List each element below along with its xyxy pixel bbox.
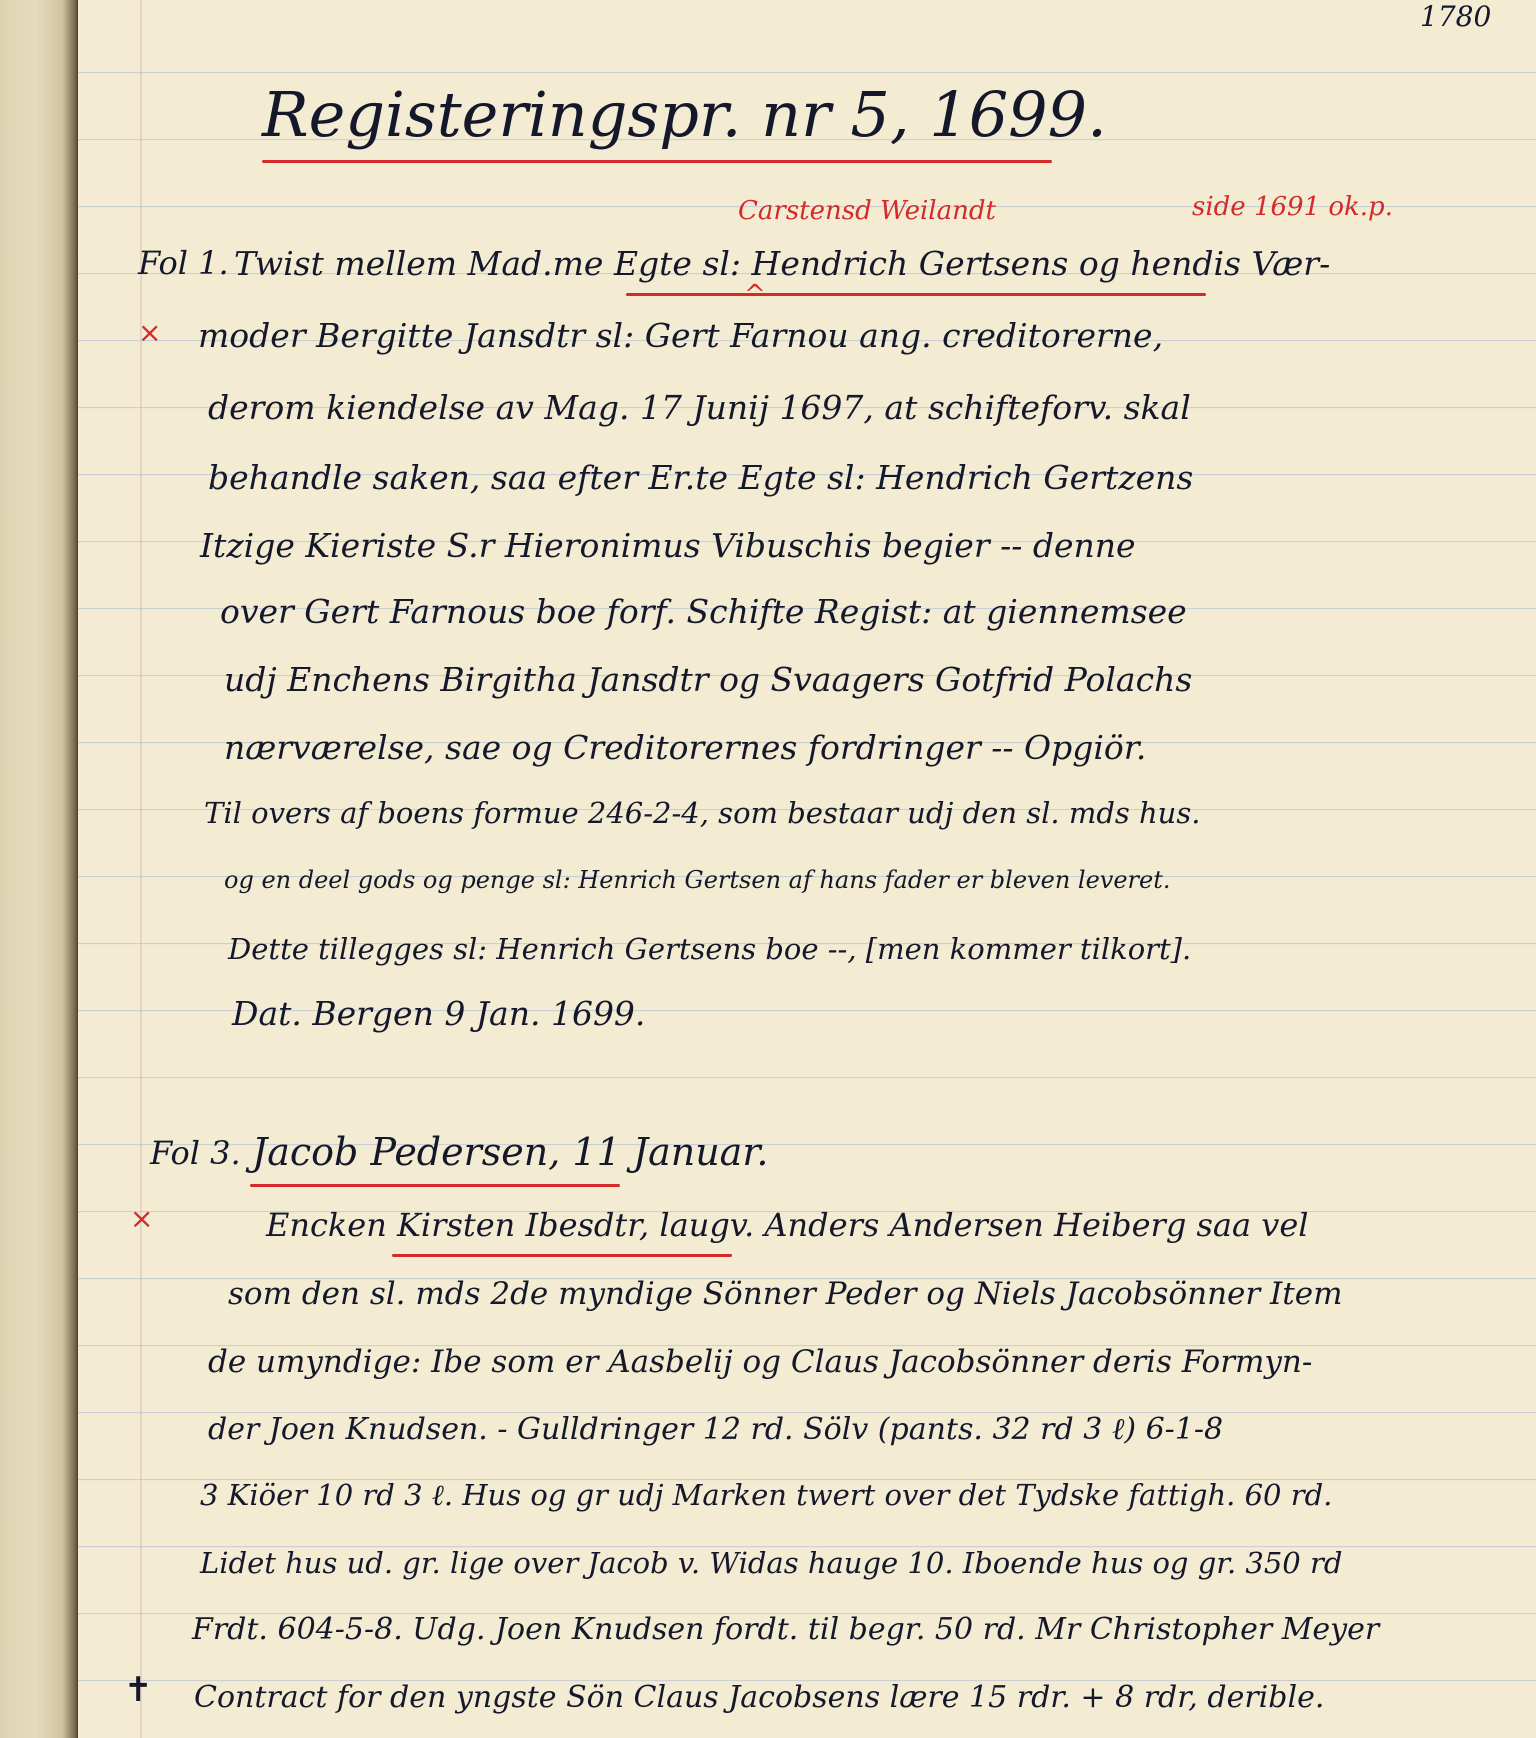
entry-line: 3 Kiöer 10 rd 3 ℓ. Hus og gr udj Marken twert over det Tydske fattigh. 60 rd.	[200, 1478, 1333, 1512]
name-insert-annotation: Carstensd Weilandt	[738, 196, 996, 226]
heading-underline	[250, 1184, 620, 1187]
entry-line: Encken Kirsten Ibesdtr, laugv. Anders Andersen Heiberg saa vel	[266, 1206, 1309, 1244]
entry-line: udj Enchens Birgitha Jansdtr og Svaagers Gotfrid Polachs	[224, 660, 1193, 699]
folio-label: Fol 1.	[138, 244, 229, 282]
entry-line: som den sl. mds 2de myndige Sönner Peder og Niels Jacobsönner Item	[228, 1276, 1343, 1312]
entry-heading: Jacob Pedersen, 11 Januar.	[252, 1130, 769, 1174]
page-number: 1780	[1420, 0, 1492, 33]
entry-line: Itzige Kieriste S.r Hieronimus Vibuschis begier -- denne	[200, 526, 1136, 565]
entry-line: derom kiendelse av Mag. 17 Junij 1697, at schifteforv. skal	[208, 388, 1191, 427]
entry-line: Dat. Bergen 9 Jan. 1699.	[232, 994, 646, 1033]
entry-line: Dette tillegges sl: Henrich Gertsens boe --, [men kommer tilkort].	[228, 932, 1192, 966]
name-underline	[392, 1254, 732, 1257]
entry-line: behandle saken, saa efter Er.te Egte sl: Hendrich Gertzens	[208, 458, 1194, 497]
folio-label: Fol 3.	[150, 1134, 241, 1172]
dagger-mark: ✝	[124, 1670, 153, 1710]
entry-line: Contract for den yngste Sön Claus Jacobsens lære 15 rdr. + 8 rdr, derible.	[194, 1680, 1325, 1715]
cross-mark: ×	[130, 1202, 154, 1235]
page-title: Registeringspr. nr 5, 1699.	[262, 78, 1107, 151]
entry-line: nærværelse, sae og Creditorernes fordringer -- Opgiör.	[224, 728, 1147, 767]
entry-line: Lidet hus ud. gr. lige over Jacob v. Widas hauge 10. Iboende hus og gr. 350 rd	[200, 1546, 1343, 1580]
page-reference-annotation: side 1691 ok.p.	[1192, 192, 1393, 222]
entry-line: der Joen Knudsen. - Gulldringer 12 rd. Sölv (pants. 32 rd 3 ℓ) 6-1-8	[208, 1412, 1224, 1447]
title-underline	[262, 160, 1052, 163]
entry-line: moder Bergitte Jansdtr sl: Gert Farnou ang. creditorerne,	[198, 316, 1164, 355]
name-underline	[626, 293, 1206, 296]
entry-line: over Gert Farnous boe forf. Schifte Regist: at giennemsee	[220, 592, 1187, 631]
entry-line: Frdt. 604-5-8. Udg. Joen Knudsen fordt. til begr. 50 rd. Mr Christopher Meyer	[192, 1612, 1380, 1647]
book-binding	[0, 0, 78, 1738]
cross-mark: ×	[138, 316, 162, 349]
entry-line: Twist mellem Mad.me Egte sl: Hendrich Gertsens og hendis Vær-	[234, 244, 1331, 283]
entry-line: Til overs af boens formue 246-2-4, som bestaar udj den sl. mds hus.	[204, 796, 1201, 830]
entry-line: de umyndige: Ibe som er Aasbelij og Claus Jacobsönner deris Formyn-	[208, 1344, 1313, 1380]
entry-line: og en deel gods og penge sl: Henrich Gertsen af hans fader er bleven leveret.	[224, 866, 1171, 894]
caret-mark: ^	[744, 280, 766, 310]
